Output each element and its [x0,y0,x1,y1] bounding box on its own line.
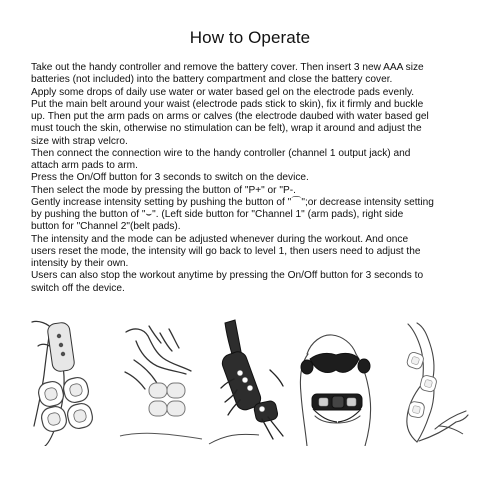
instruction-line: Put the main belt around your waist (electrode pads stick to skin), fix it firmly and buckle [31,98,424,110]
instruction-line: Then connect the connection wire to the handy controller (channel 1 output jack) and [31,147,411,159]
hand-with-controller-and-pads-icon [28,318,114,446]
person-wearing-belt-and-arm-pads-icon [297,318,383,446]
illustration-strip [28,318,472,446]
page-title: How to Operate [189,28,311,47]
instruction-line: attach arm pads to arm. [31,160,138,171]
instruction-line: up. Then put the arm pads on arms or calves (the electrode daubed with water based gel [31,111,429,122]
illustration-panel-4 [297,318,383,446]
leg-with-calf-pads-icon [386,318,472,446]
illustration-panel-5 [386,318,472,446]
instruction-line: Then select the mode by pressing the button of "P+" or "P-. [31,184,296,196]
controller-and-belt-icon [207,318,293,446]
instruction-line: Gently increase intensity setting by pushing the button of "⌒";or decrease intensity setting [31,196,434,208]
operating-instructions [31,62,476,295]
instruction-line: Apply some drops of daily use water or water based gel on the electrode pads evenly. [31,86,415,98]
instruction-line: switch off the device. [31,282,125,294]
instruction-line: by pushing the button of "⌣". (Left side button for "Channel 1" (arm pads), right side [31,209,404,220]
illustration-panel-3 [207,318,293,446]
instruction-line: Take out the handy controller and remove the battery cover. Then insert 3 new AAA size [31,62,424,73]
instruction-line: users reset the mode, the intensity will go back to level 1, then users need to adjust the [31,245,421,257]
instruction-line: intensity by their own. [31,258,129,269]
instruction-line: batteries (not included) into the battery compartment and close the battery cover. [31,74,393,86]
hands-applying-gel-icon [118,318,204,446]
instruction-line: Press the On/Off button for 3 seconds to switch on the device. [31,172,309,184]
instruction-line: The intensity and the mode can be adjusted whenever during the workout. And once [31,233,409,245]
illustration-panel-1 [28,318,114,446]
instruction-line: button for "Channel 2"(belt pads). [31,221,181,233]
illustration-panel-2 [118,318,204,446]
instruction-line: Users can also stop the workout anytime by pressing the On/Off button for 3 seconds to [31,270,424,282]
instruction-line: size with strap velcro. [31,135,128,147]
instruction-line: must touch the skin, otherwise no stimulation can be felt), wrap it around and adjust the [31,123,422,135]
